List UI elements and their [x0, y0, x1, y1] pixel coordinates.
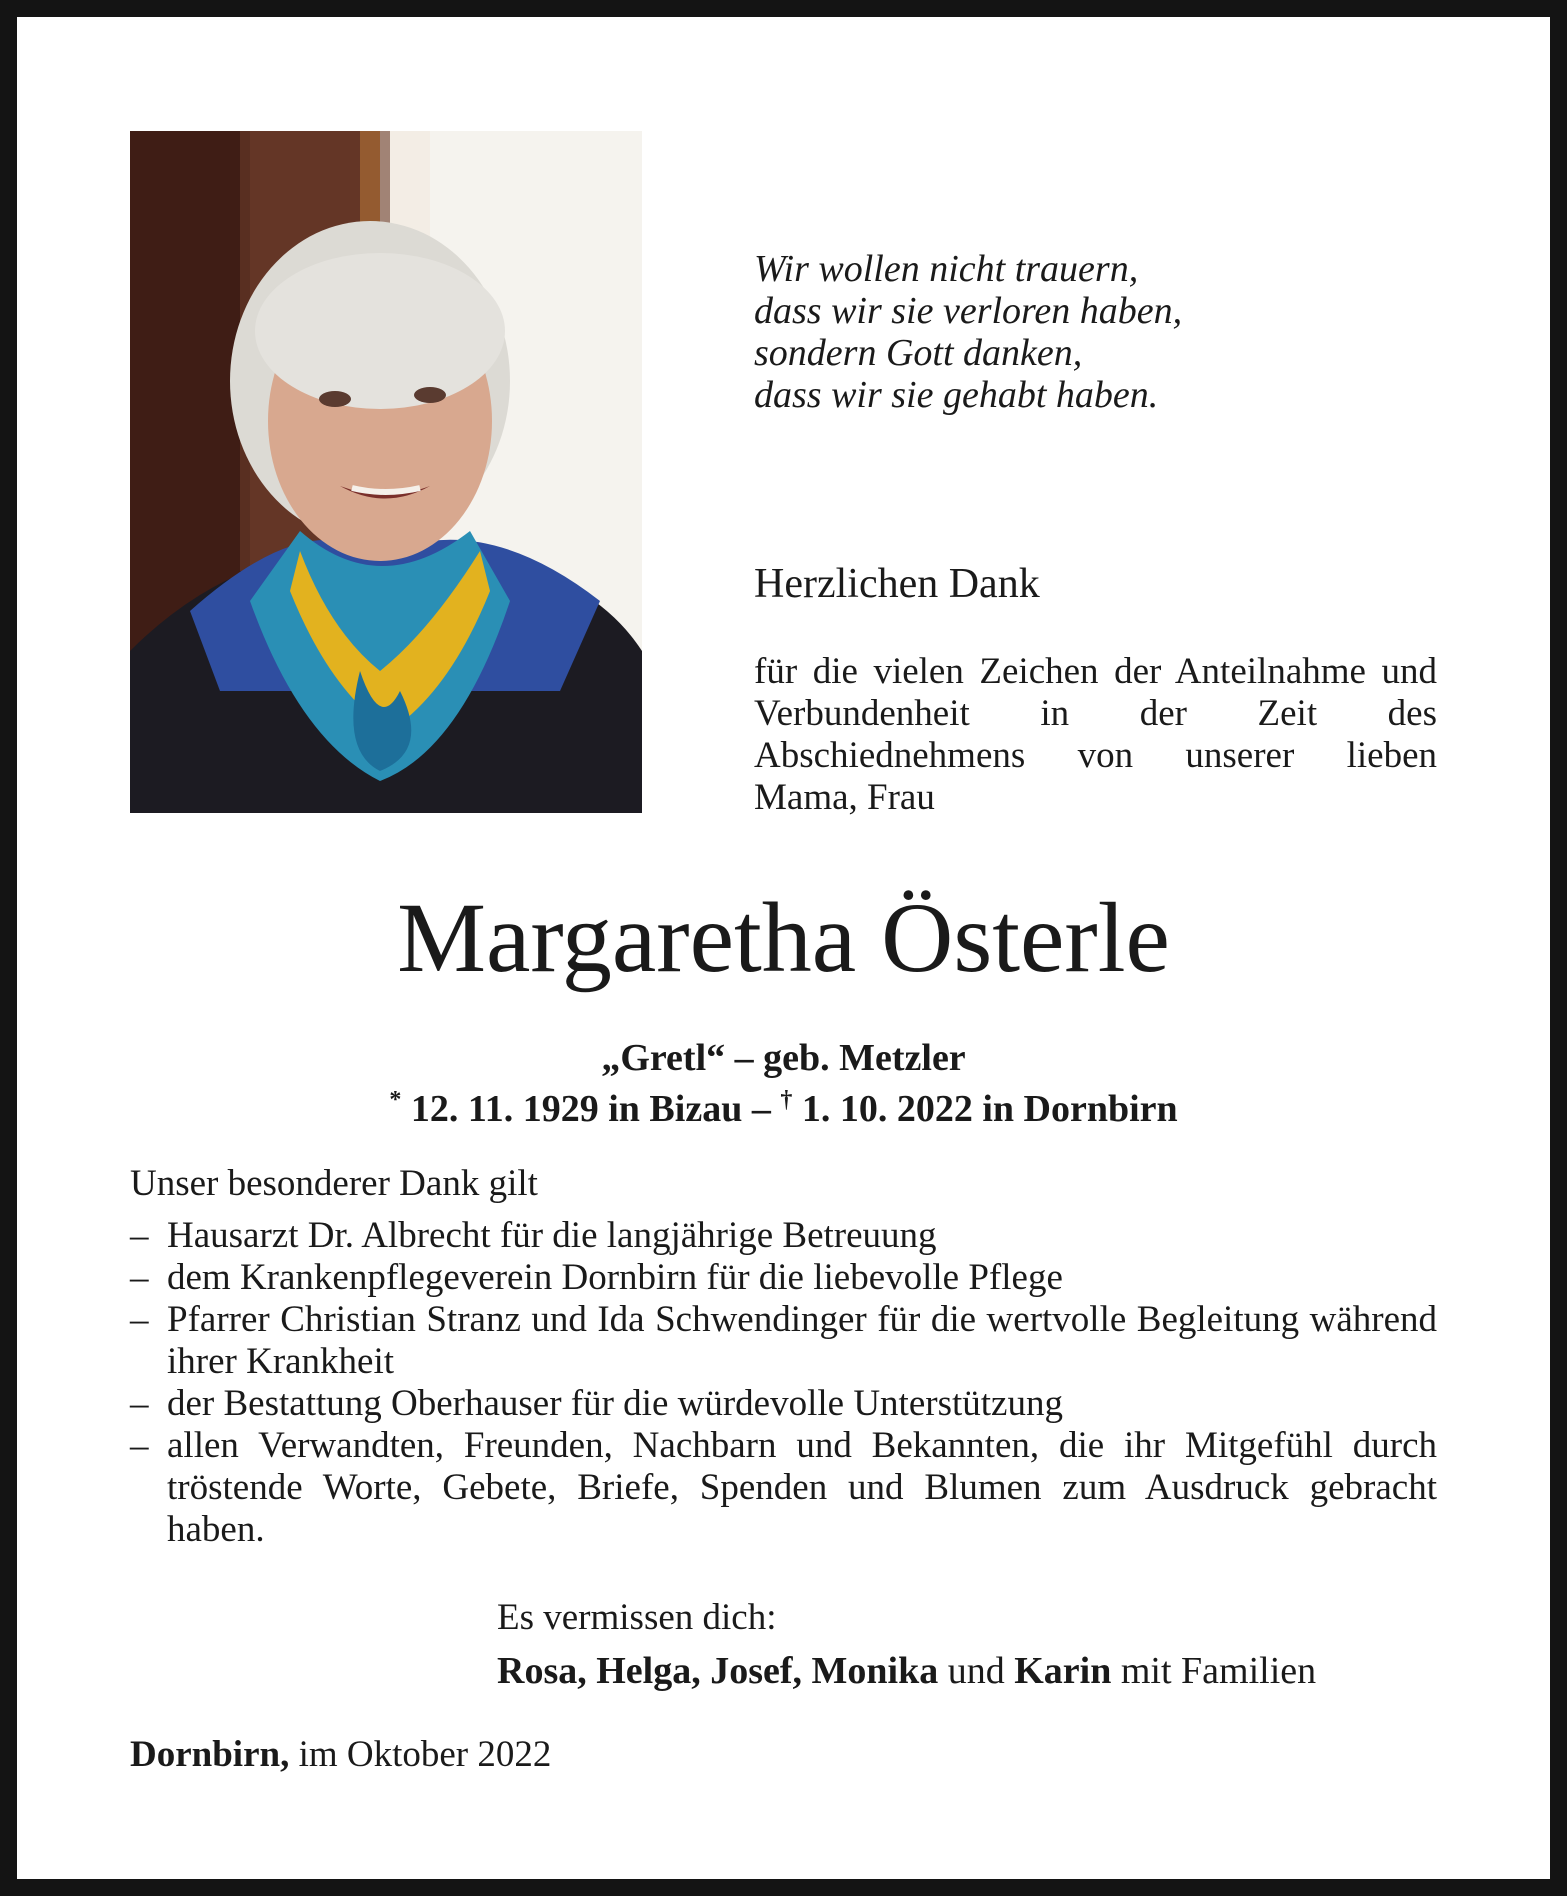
thanks-heading: Herzlichen Dank [754, 561, 1040, 607]
list-item-text: Hausarzt Dr. Albrecht für die langjährige Betreuung [167, 1215, 937, 1256]
poem-line: dass wir sie gehabt haben. [754, 374, 1159, 416]
death-date: 1. 10. 2022 in Dornbirn [801, 1088, 1178, 1130]
birth-symbol: * [389, 1087, 402, 1113]
list-item [130, 1425, 1437, 1551]
mourners-intro: Es vermissen dich: [497, 1597, 777, 1638]
deceased-name: Margaretha Österle [397, 882, 1170, 993]
mourners-and: und [947, 1650, 1005, 1692]
mourners-names-bold: Rosa, Helga, Josef, Monika [497, 1650, 939, 1692]
mourners-suffix: mit Familien [1120, 1650, 1317, 1692]
life-dates [0, 1078, 1567, 1131]
list-dash: – [130, 1257, 149, 1298]
place: Dornbirn, [130, 1734, 290, 1775]
list-dash: – [130, 1299, 149, 1340]
list-item [130, 1299, 1437, 1383]
thanks-paragraph-text: für die vielen Zeichen der Anteilnahme und Verbundenheit in der Zeit des Abschiednehmens von unserer lieben [754, 651, 1437, 776]
thanks-paragraph [754, 651, 1437, 819]
death-symbol: † [780, 1087, 793, 1113]
poem-line: Wir wollen nicht trauern, [754, 248, 1139, 290]
list-item-text: der Bestattung Oberhauser für die würdevolle Unterstützung [167, 1383, 1063, 1424]
list-item [130, 1383, 1437, 1425]
list-dash: – [130, 1383, 149, 1424]
list-item-text: dem Krankenpflegeverein Dornbirn für die liebevolle Pflege [167, 1257, 1063, 1298]
list-dash: – [130, 1425, 149, 1466]
gratitude-list [130, 1215, 1437, 1551]
poem-line: sondern Gott danken, [754, 332, 1083, 374]
list-item-text: Pfarrer Christian Stranz und Ida Schwendinger für die wertvolle Begleitung während ihrer Krankheit [167, 1299, 1437, 1382]
list-item-text: allen Verwandten, Freunden, Nachbarn und Bekannten, die ihr Mitgefühl durch tröstende Worte, Gebete, Briefe, Spenden und Blumen zum Ausdruck gebracht haben. [167, 1425, 1437, 1550]
portrait-photo [130, 131, 642, 813]
nickname-maiden-name: „Gretl“ – geb. Metzler [601, 1037, 966, 1079]
mourners-last-name: Karin [1014, 1650, 1112, 1692]
date: im Oktober 2022 [298, 1734, 552, 1775]
birth-date: 12. 11. 1929 in Bizau – [410, 1088, 771, 1130]
mourners-names [497, 1649, 1316, 1693]
place-date [130, 1734, 551, 1776]
list-dash: – [130, 1215, 149, 1256]
thanks-paragraph-ending: Mama, Frau [754, 777, 935, 818]
gratitude-intro: Unser besonderer Dank gilt [130, 1163, 538, 1204]
poem [754, 248, 1454, 416]
poem-line: dass wir sie verloren haben, [754, 290, 1183, 332]
list-item [130, 1215, 1437, 1257]
list-item [130, 1257, 1437, 1299]
